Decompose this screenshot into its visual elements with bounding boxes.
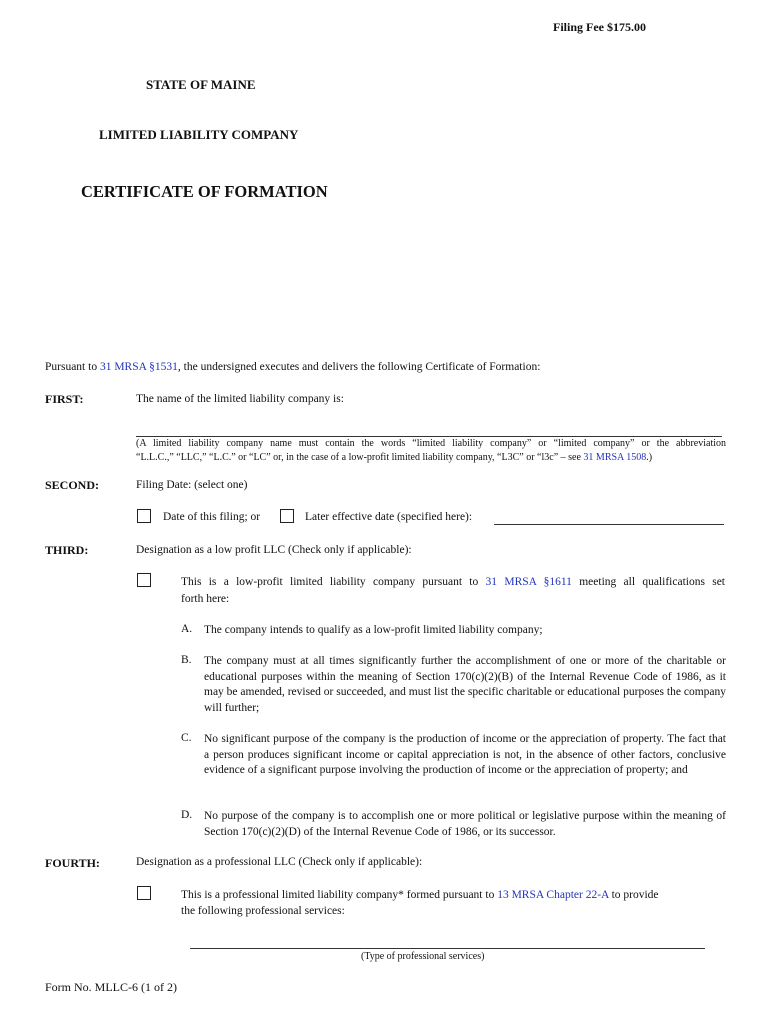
company-name-field[interactable] <box>136 420 722 437</box>
name-note-line1: (A limited liability company name must contain the words “limited liability company” or “limited company” or the abbreviation <box>136 438 726 449</box>
statute-link[interactable]: 31 MRSA §1531 <box>99 361 178 373</box>
statute-link-chapter-22a[interactable]: 13 MRSA Chapter 22-A <box>497 889 609 901</box>
form-number: Form No. MLLC-6 (1 of 2) <box>45 980 177 994</box>
third-text: Designation as a low profit LLC (Check only if applicable): <box>136 544 412 556</box>
date-of-filing-label: Date of this filing; or <box>163 511 261 523</box>
professional-statement-line2: the following professional services: <box>181 905 345 917</box>
later-date-checkbox[interactable] <box>280 509 294 523</box>
low-profit-checkbox[interactable] <box>137 573 151 587</box>
second-text: Filing Date: (select one) <box>136 479 248 491</box>
statute-link-1508[interactable]: 31 MRSA 1508 <box>583 452 647 463</box>
qualification-d-text: No purpose of the company is to accomplish one or more political or legislative purpose within the meaning of Section 170(c)(2)(D) of the Internal Revenue Code of 1986, or its successor. <box>204 810 726 838</box>
intro-text: Pursuant to 31 MRSA §1531, the undersigned executes and delivers the following Certificate of Formation: <box>45 361 541 373</box>
first-text: The name of the limited liability company is: <box>136 393 344 405</box>
first-label: FIRST: <box>45 392 84 406</box>
second-label: SECOND: <box>45 478 100 492</box>
qualification-d-letter: D. <box>181 809 193 821</box>
page-title: CERTIFICATE OF FORMATION <box>81 182 328 201</box>
filing-fee: Filing Fee $175.00 <box>553 20 646 34</box>
statute-link-1611[interactable]: 31 MRSA §1611 <box>485 576 572 588</box>
entity-type-heading: LIMITED LIABILITY COMPANY <box>99 127 299 142</box>
qualification-b-text: The company must at all times significantly further the accomplishment of one or more of the charitable or educational purposes within the meaning of Section 170(c)(2)(B) of the Internal Revenue Code of 1986, as it may be amended, revised or succeeded, and must list the specific charitable or educational purposes the company will further; <box>204 655 726 714</box>
later-date-label: Later effective date (specified here): <box>305 511 473 523</box>
low-profit-statement-line2: forth here: <box>181 593 230 605</box>
third-label: THIRD: <box>45 543 89 557</box>
name-note-line2: “L.L.C.,” “LLC,” “L.C.” or “LC” or, in the case of a low-profit limited liability company, “L3C” or “l3c” – see 31 MRSA 1508.) <box>136 452 653 463</box>
fourth-label: FOURTH: <box>45 856 100 870</box>
qualification-c-text: No significant purpose of the company is the production of income or the appreciation of property. The fact that a person produces significant income or capital appreciation is not, in the absence of other factors, conclusive evidence of a significant purpose involving the production of income or the appreciation of property; and <box>204 733 726 776</box>
qualification-a-letter: A. <box>181 623 193 635</box>
qualification-c-letter: C. <box>181 732 192 744</box>
later-date-field[interactable] <box>494 509 724 525</box>
state-heading: STATE OF MAINE <box>146 77 256 92</box>
qualification-a-text: The company intends to qualify as a low-profit limited liability company; <box>204 624 543 636</box>
date-of-filing-checkbox[interactable] <box>137 509 151 523</box>
qualification-b-letter: B. <box>181 654 192 666</box>
professional-llc-checkbox[interactable] <box>137 886 151 900</box>
low-profit-statement: This is a low-profit limited liability company pursuant to 31 MRSA §1611 meeting all qualifications set <box>181 576 725 588</box>
professional-services-caption: (Type of professional services) <box>361 951 485 962</box>
fourth-text: Designation as a professional LLC (Check only if applicable): <box>136 856 423 868</box>
professional-statement: This is a professional limited liability company* formed pursuant to 13 MRSA Chapter 22-A to provide <box>181 889 659 901</box>
professional-services-field[interactable] <box>190 932 705 949</box>
